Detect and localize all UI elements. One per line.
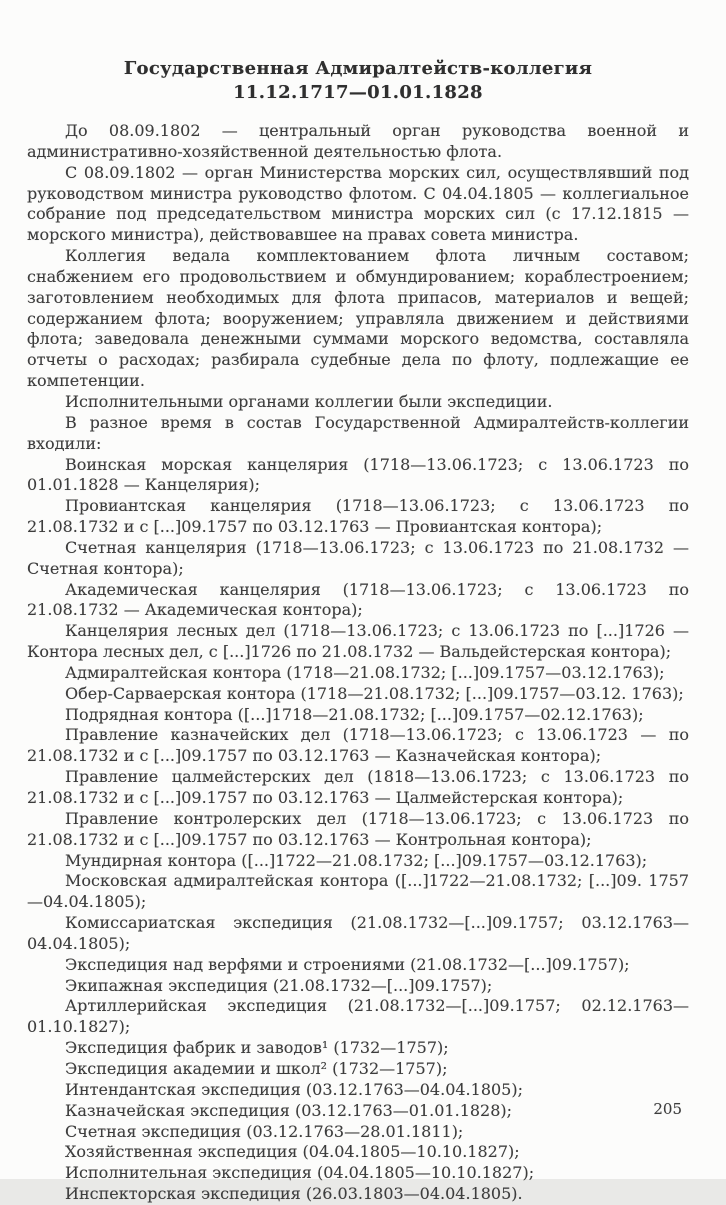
paragraph: Провиантская канцелярия (1718—13.06.1723; с 13.06.1723 по 21.08.1732 и с [...]09.1757 по 03.12.1763 — Провиантская контора); (27, 496, 689, 537)
paragraph: Счетная канцелярия (1718—13.06.1723; с 13.06.1723 по 21.08.1732 — Счетная контора); (27, 537, 689, 578)
paragraph: Коллегия ведала комплектованием флота личным составом; снабжением его продовольствием и обмундированием; кораблестроением; заготовлением необходимых для флота припасов, материалов и вещей; содержанием флота; вооружением; управляла движением и действиями флота; заведовала денежными суммами морского ведомства, составляла отчеты о расходах; разбирала судебные дела по флоту, подлежащие ее компетенции. (27, 246, 689, 391)
paragraph: Счетная экспедиция (03.12.1763—28.01.1811); (65, 1121, 464, 1141)
paragraph: Подрядная контора ([...]1718—21.08.1732; [...]09.1757—02.12.1763); (65, 704, 644, 724)
paragraph: Экспедиция академии и школ² (1732—1757); (65, 1058, 448, 1078)
paragraph: Казначейская экспедиция (03.12.1763—01.01.1828); (65, 1100, 513, 1120)
paragraph: Хозяйственная экспедиция (04.04.1805—10.10.1827); (65, 1142, 520, 1162)
paragraph: Экспедиция фабрик и заводов¹ (1732—1757); (65, 1038, 449, 1058)
paragraph: Правление казначейских дел (1718—13.06.1723; с 13.06.1723 — по 21.08.1732 и с [...]09.1757 по 03.12.1763 — Казначейская контора); (27, 725, 689, 766)
paragraph: Канцелярия лесных дел (1718—13.06.1723; с 13.06.1723 по [...]1726 — Контора лесных дел, с [...]1726 по 21.08.1732 — Вальдейстерская контора); (27, 621, 689, 662)
paragraph: Исполнительными органами коллегии были экспедиции. (65, 391, 553, 411)
paragraph: Воинская морская канцелярия (1718—13.06.1723; с 13.06.1723 по 01.01.1828 — Канцелярия); (27, 454, 689, 495)
paragraph: Интендантская экспедиция (03.12.1763—04.04.1805); (65, 1079, 523, 1099)
paragraph: Экипажная экспедиция (21.08.1732—[...]09.1757); (65, 975, 493, 995)
paragraph: Исполнительная экспедиция (04.04.1805—10.10.1827); (65, 1163, 535, 1183)
paragraph: Мундирная контора ([...]1722—21.08.1732; [...]09.1757—03.12.1763); (65, 850, 648, 870)
paragraph: Артиллерийская экспедиция (21.08.1732—[...]09.1757; 02.12.1763—01.10.1827); (27, 996, 689, 1037)
paragraph: Экспедиция над верфями и строениями (21.08.1732—[...]09.1757); (65, 954, 630, 974)
paragraph: Правление цалмейстерских дел (1818—13.06.1723; с 13.06.1723 по 21.08.1732 и с [...]09.1757 по 03.12.1763 — Цалмейстерская контора); (27, 767, 689, 807)
paragraph: В разное время в состав Государственной Адмиралтейств-коллегии входили: (27, 412, 689, 453)
paragraph: Московская адмиралтейская контора ([...]1722—21.08.1732; [...]09. 1757—04.04.1805); (27, 871, 689, 912)
paragraph: Правление контролерских дел (1718—13.06.1723; с 13.06.1723 по 21.08.1732 и с [...]09.1757 по 03.12.1763 — Контрольная контора); (27, 808, 689, 849)
paragraph: Адмиралтейская контора (1718—21.08.1732; [...]09.1757—03.12.1763); (65, 662, 665, 682)
document-body (27, 121, 689, 1205)
paragraph: Академическая канцелярия (1718—13.06.1723; с 13.06.1723 по 21.08.1732 — Академическая контора); (27, 579, 689, 620)
page-number: 205 (653, 1100, 682, 1118)
paragraph: Комиссариатская экспедиция (21.08.1732—[...]09.1757; 03.12.1763—04.04.1805); (27, 913, 689, 953)
title-date-range: 11.12.1717—01.01.1828 (233, 82, 483, 103)
paragraph: С 08.09.1802 — орган Министерства морских сил, осуществлявший под руководством министра руководство флотом. С 04.04.1805 — коллегиальное собрание под председательством министра морских сил (с 17.12.1815 — морского министра), действовавшее на правах совета министра. (27, 162, 689, 245)
paragraph: Обер-Сарваерская контора (1718—21.08.1732; [...]09.1757—03.12. 1763); (65, 683, 684, 703)
paragraph: Инспекторская экспедиция (26.03.1803—04.04.1805). (65, 1184, 523, 1204)
paragraph: До 08.09.1802 — центральный орган руководства военной и административно-хозяйственной деятельностью флота. (27, 121, 689, 161)
title-org-name: Государственная Адмиралтейств-коллегия (123, 58, 593, 79)
document-title (27, 57, 689, 105)
